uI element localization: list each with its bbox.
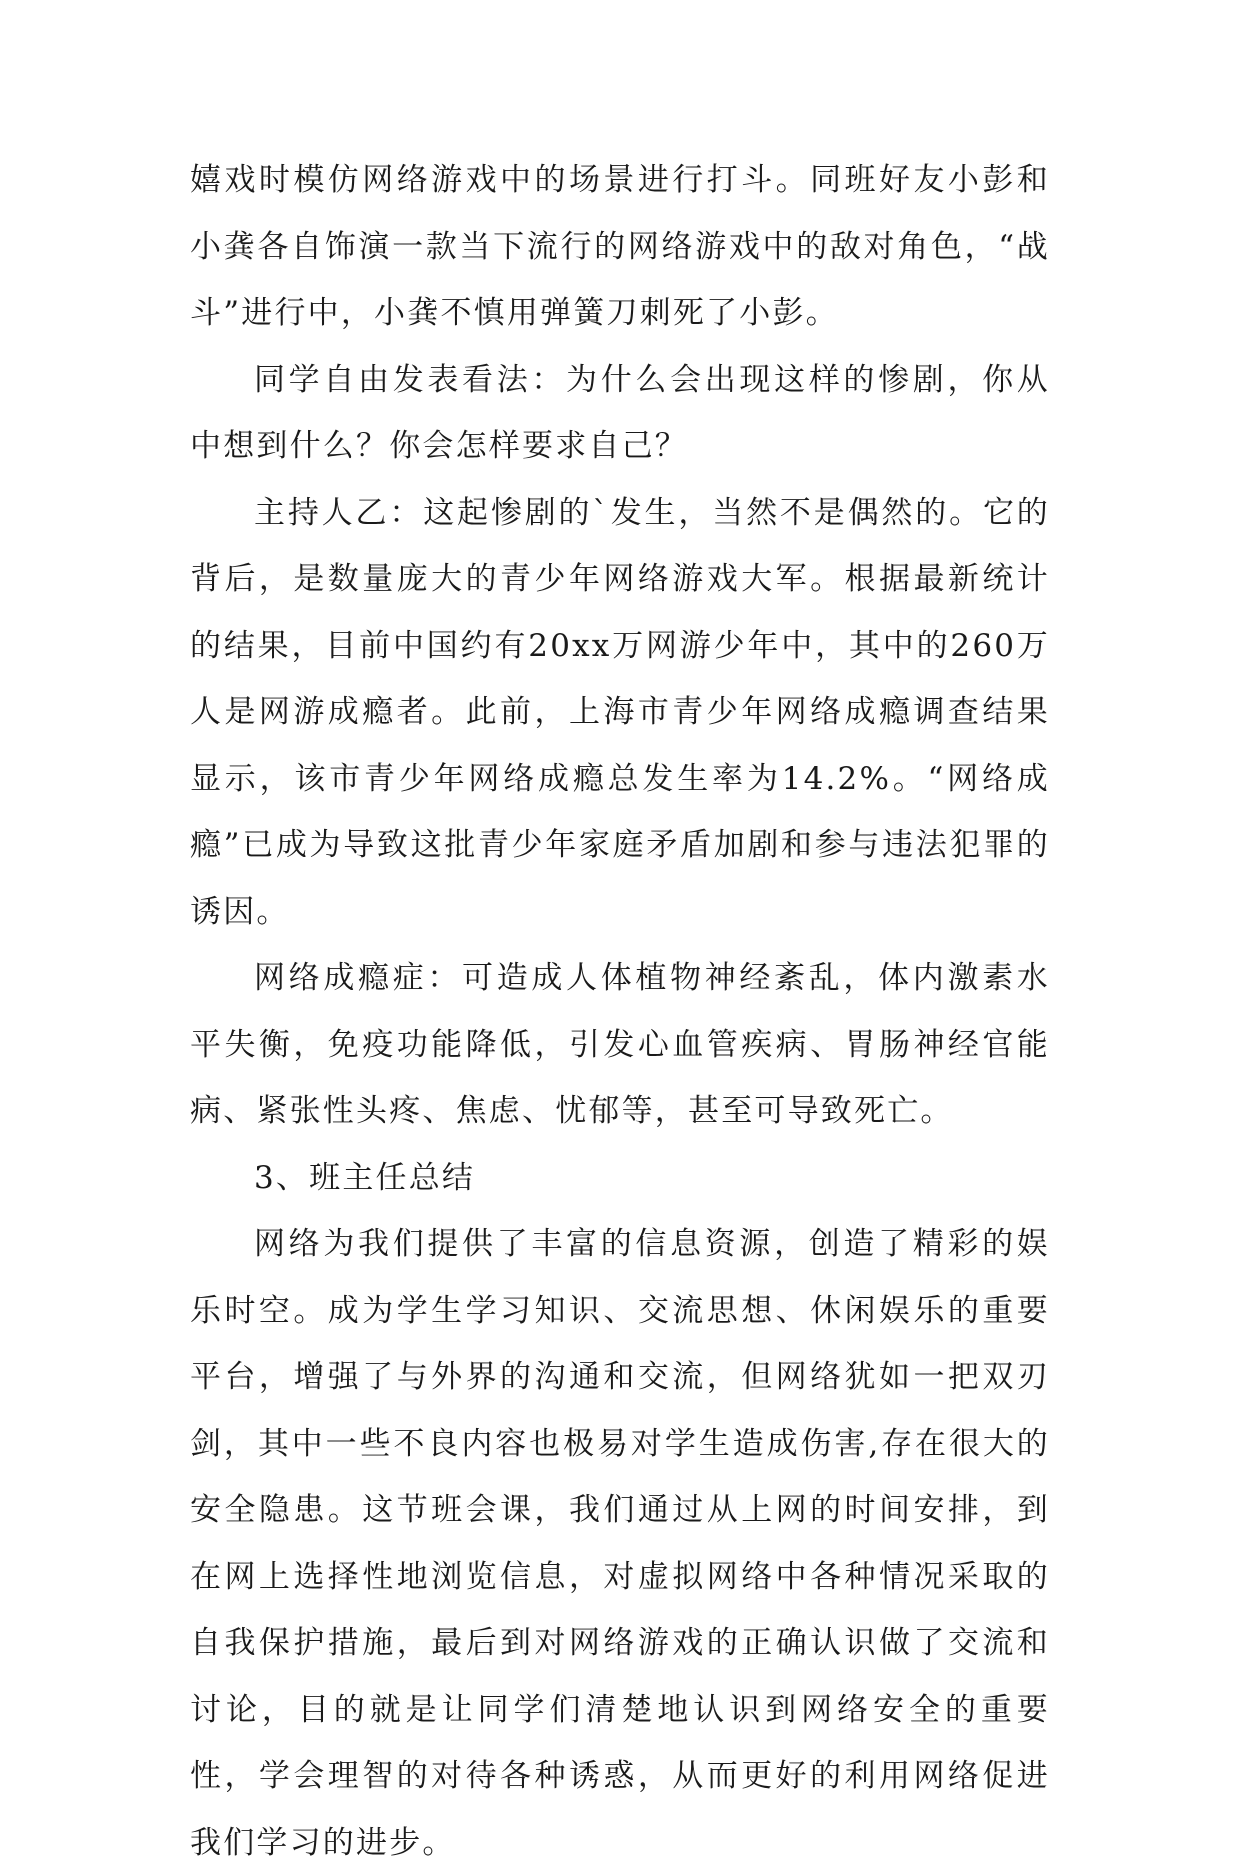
document-body: [190, 147, 1050, 1876]
section-heading-teacher-summary: 3、班主任总结: [254, 1159, 476, 1196]
paragraph-discussion-prompt: 同学自由发表看法：为什么会出现这样的惨剧，你从中想到什么？你会怎样要求自己？: [190, 361, 1050, 464]
paragraph-addiction-symptoms: 网络成瘾症：可造成人体植物神经紊乱，体内激素水平失衡，免疫功能降低，引发心血管疾病、胃肠神经官能病、紧张性头疼、焦虑、忧郁等，甚至可导致死亡。: [190, 960, 1050, 1129]
paragraph-host-b-statement: 主持人乙：这起惨剧的`发生，当然不是偶然的。它的背后，是数量庞大的青少年网络游戏大军。根据最新统计的结果，目前中国约有20xx万网游少年中，其中的260万人是网游成瘾者。此前，上海市青少年网络成瘾调查结果显示，该市青少年网络成瘾总发生率为14.2%。“网络成瘾”已成为导致这批青少年家庭矛盾加剧和参与违法犯罪的诱因。: [190, 494, 1050, 930]
paragraph-teacher-summary: 网络为我们提供了丰富的信息资源，创造了精彩的娱乐时空。成为学生学习知识、交流思想、休闲娱乐的重要平台，增强了与外界的沟通和交流，但网络犹如一把双刃剑，其中一些不良内容也极易对学生造成伤害,存在很大的安全隐患。这节班会课，我们通过从上网的时间安排，到在网上选择性地浏览信息，对虚拟网络中各种情况采取的自我保护措施，最后到对网络游戏的正确认识做了交流和讨论，目的就是让同学们清楚地认识到网络安全的重要性，学会理智的对待各种诱惑，从而更好的利用网络促进我们学习的进步。: [190, 1226, 1050, 1861]
paragraph-incident-description: 嬉戏时模仿网络游戏中的场景进行打斗。同班好友小彭和小龚各自饰演一款当下流行的网络游戏中的敌对角色，“战斗”进行中，小龚不慎用弹簧刀刺死了小彭。: [190, 162, 1050, 331]
